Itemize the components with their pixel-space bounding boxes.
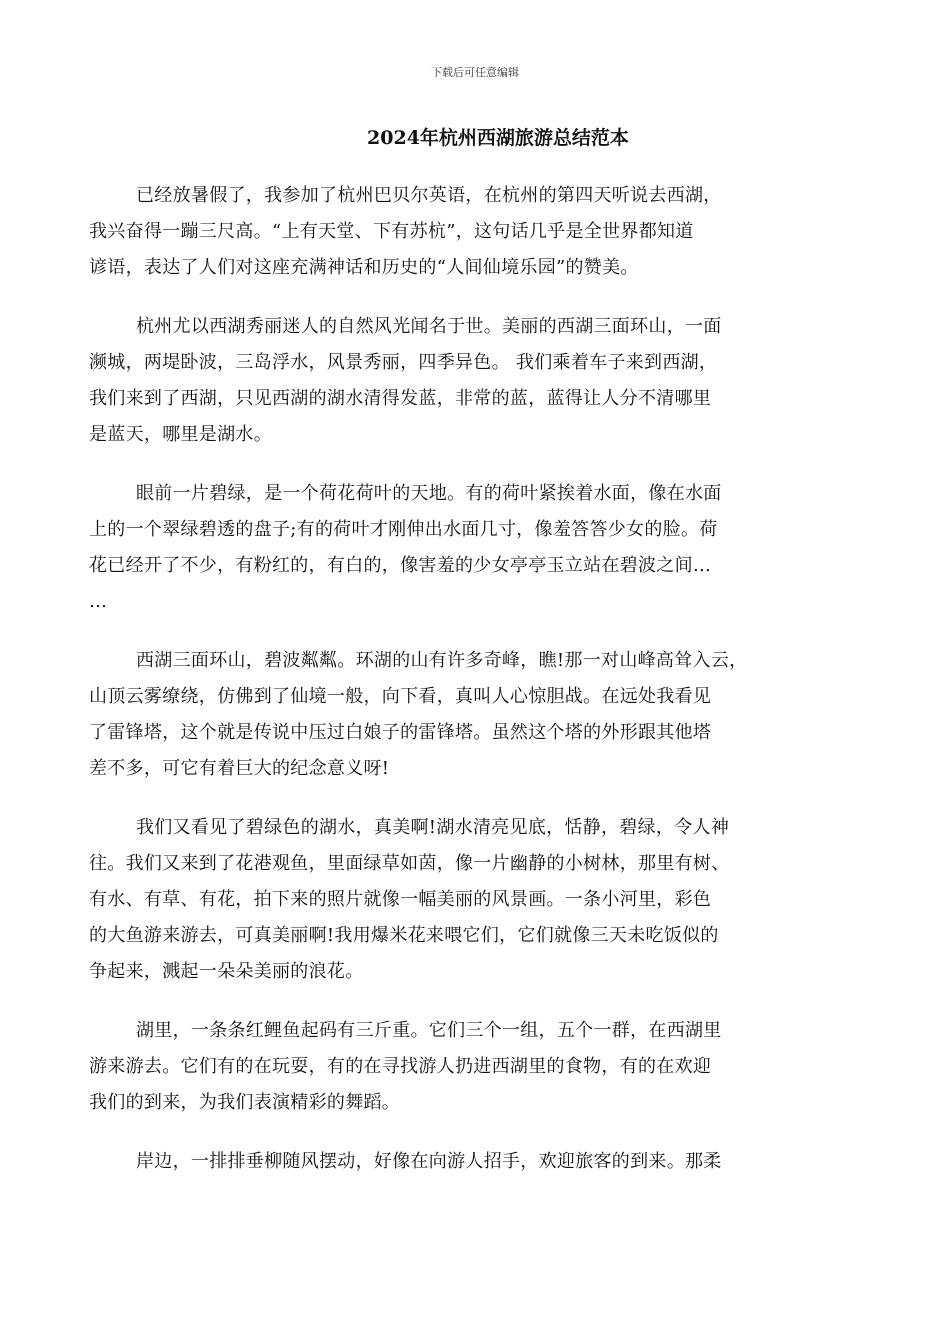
text-line: 我兴奋得一蹦三尺高。“上有天堂、下有苏杭”，这句话几乎是全世界都知道 <box>89 221 694 242</box>
text-line: 了雷锋塔，这个就是传说中压过白娘子的雷锋塔。虽然这个塔的外形跟其他塔 <box>89 722 712 743</box>
text-line: 是蓝天，哪里是湖水。 <box>89 424 272 445</box>
text-line: 我们的到来，为我们表演精彩的舞蹈。 <box>89 1092 401 1113</box>
text-line: 往。我们又来到了花港观鱼，里面绿草如茵，像一片幽静的小树林，那里有树、 <box>89 853 730 874</box>
text-line: 差不多，可它有着巨大的纪念意义呀! <box>89 758 390 779</box>
text-line: 濒城，两堤卧波，三岛浮水，风景秀丽，四季异色。 我们乘着车子来到西湖， <box>89 352 718 373</box>
text-line: 眼前一片碧绿，是一个荷花荷叶的天地。有的荷叶紧挨着水面，像在水面 <box>136 483 722 504</box>
text-line: 杭州尤以西湖秀丽迷人的自然风光闻名于世。美丽的西湖三面环山，一面 <box>136 316 722 337</box>
text-line: 已经放暑假了，我参加了杭州巴贝尔英语，在杭州的第四天听说去西湖， <box>136 185 722 206</box>
text-line: 湖里，一条条红鲤鱼起码有三斤重。它们三个一组，五个一群，在西湖里 <box>136 1020 722 1041</box>
paragraph <box>89 1144 879 1180</box>
text-line: 山顶云雾缭绕，仿佛到了仙境一般，向下看，真叫人心惊胆战。在远处我看见 <box>89 686 712 707</box>
document-title: 2024年杭州西湖旅游总结范本 <box>367 127 629 149</box>
paragraph <box>89 476 879 620</box>
text-line: 谚语，表达了人们对这座充满神话和历史的“人间仙境乐园”的赞美。 <box>89 257 639 278</box>
text-line: 我们又看见了碧绿色的湖水，真美啊!湖水清亮见底，恬静，碧绿，令人神 <box>136 817 730 838</box>
text-line: 的大鱼游来游去，可真美丽啊!我用爆米花来喂它们，它们就像三天未吃饭似的 <box>89 925 719 946</box>
paragraph <box>89 178 879 286</box>
paragraph <box>89 1013 879 1121</box>
text-line: … <box>89 591 108 612</box>
page-header: 下载后可任意编辑 <box>431 66 519 79</box>
paragraph <box>89 309 879 453</box>
text-line: 游来游去。它们有的在玩耍，有的在寻找游人扔进西湖里的食物，有的在欢迎 <box>89 1056 712 1077</box>
text-line: 有水、有草、有花，拍下来的照片就像一幅美丽的风景画。一条小河里，彩色 <box>89 889 712 910</box>
document-body <box>89 178 879 1203</box>
text-line: 我们来到了西湖，只见西湖的湖水清得发蓝，非常的蓝，蓝得让人分不清哪里 <box>89 388 712 409</box>
text-line: 争起来，溅起一朵朵美丽的浪花。 <box>89 961 364 982</box>
text-line: 西湖三面环山，碧波粼粼。环湖的山有许多奇峰，瞧!那一对山峰高耸入云， <box>136 650 748 671</box>
paragraph <box>89 810 879 990</box>
text-line: 花已经开了不少，有粉红的，有白的，像害羞的少女亭亭玉立站在碧波之间… <box>89 555 712 576</box>
paragraph <box>89 643 879 787</box>
text-line: 岸边，一排排垂柳随风摆动，好像在向游人招手，欢迎旅客的到来。那柔 <box>136 1151 722 1172</box>
text-line: 上的一个翠绿碧透的盘子;有的荷叶才刚伸出水面几寸，像羞答答少女的脸。荷 <box>89 519 718 540</box>
